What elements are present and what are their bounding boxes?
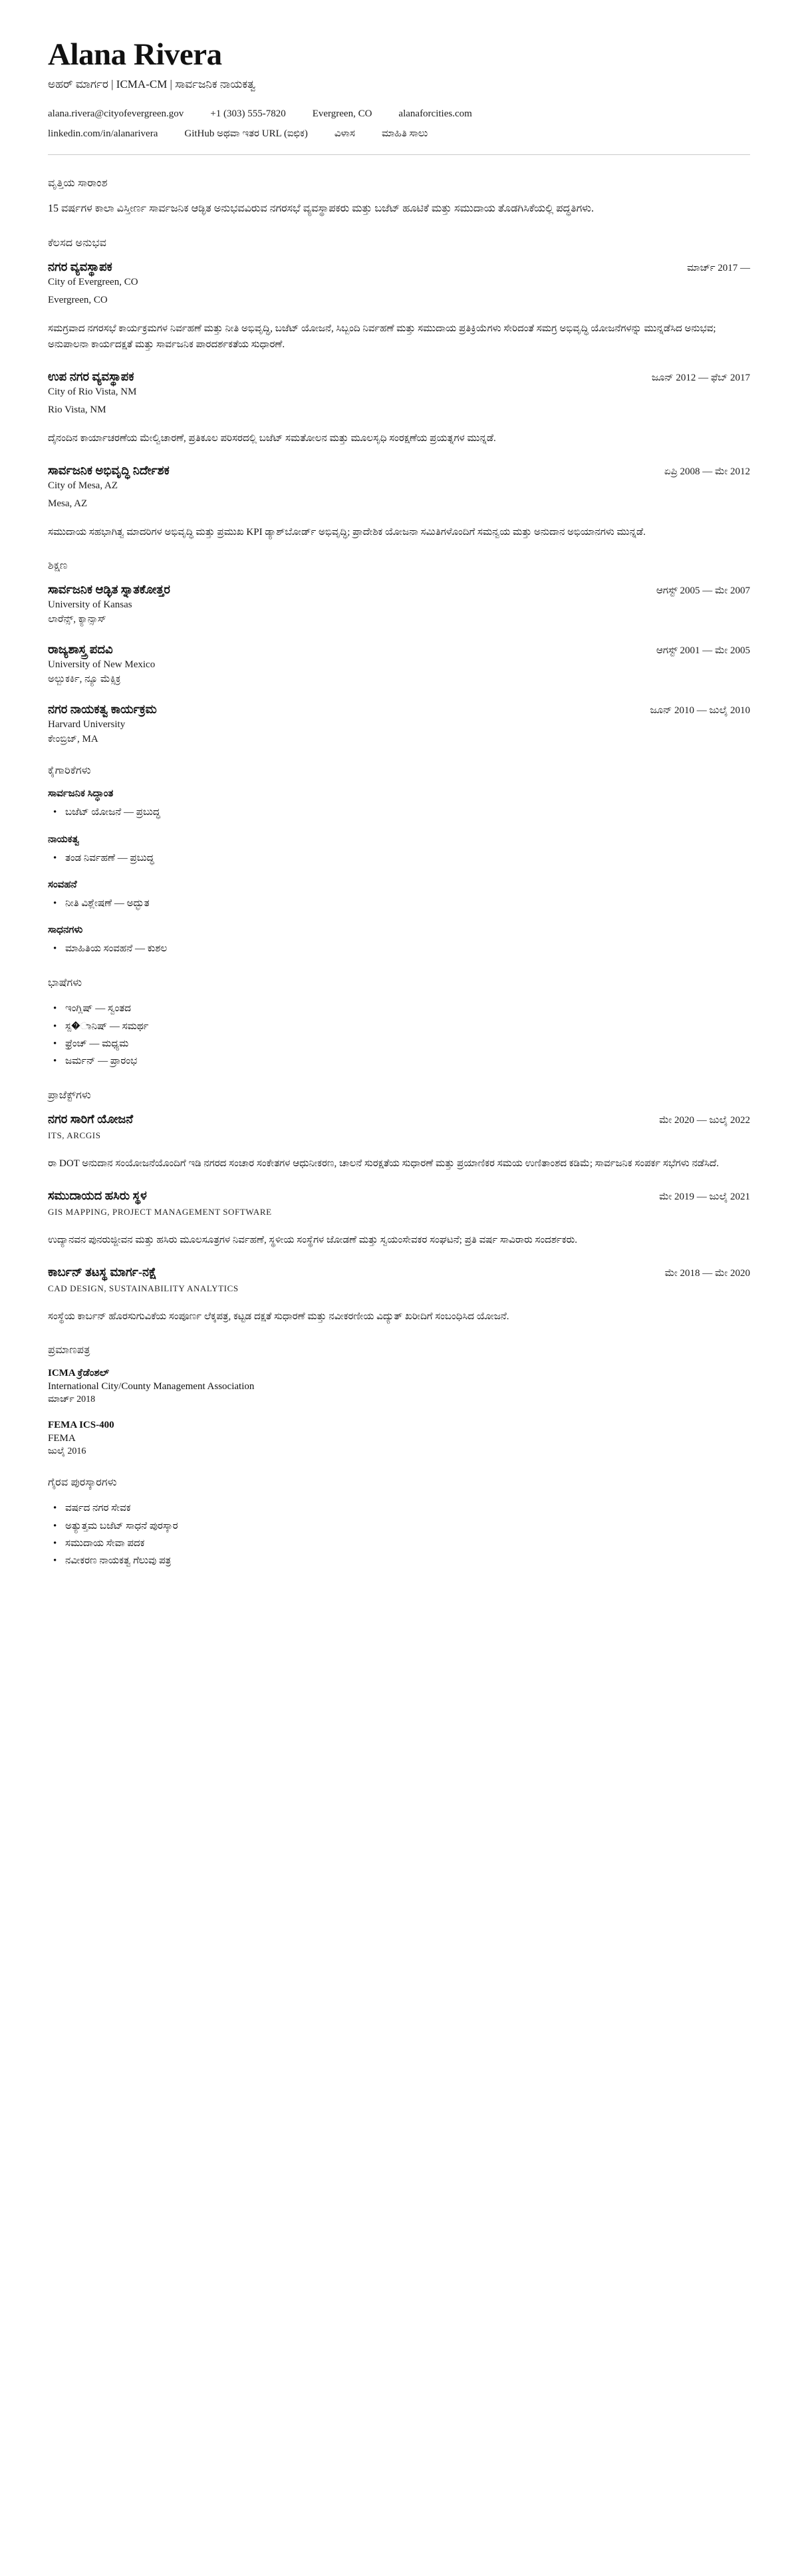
section-awards [48, 1477, 750, 1569]
school-location: ಅಲ್ಬುಕರ್ಕಿ, ನ್ಯೂ ಮೆಕ್ಸಿಕ್ರ [48, 674, 121, 685]
section-title-projects: ಪ್ರಾಜೆಕ್ಟ್‌ಗಳು [48, 1090, 91, 1102]
section-education [48, 560, 750, 745]
list-item: • ಸ್ಪ�ಾನಿಷ್ — ಸಮರ್ಥ [65, 1018, 750, 1035]
list-item: • ನೀತಿ ವಿಶ್ಲೇಷಣೆ — ಅದ್ಭುತ [65, 895, 750, 912]
certification-entry [48, 1367, 750, 1405]
degree-dates: ಜೂನ್ 2010 — ಜುಲೈ 2010 [650, 705, 750, 717]
header-divider [48, 154, 750, 155]
section-certifications [48, 1345, 750, 1457]
section-title-summary: ವೃತ್ತಿಯ ಸಾರಾಂಶ [48, 178, 108, 190]
experience-entry [48, 464, 750, 540]
section-title-skills: ಕೈಗಾರಿಕೆಗಳು [48, 765, 91, 777]
section-title-certifications: ಪ್ರಮಾಣಪತ್ರ [48, 1345, 90, 1357]
degree-dates: ಆಗಸ್ಟ್ 2005 — ಮೇ 2007 [656, 585, 750, 597]
section-title-education: ಶಿಕ್ಷಣ [48, 560, 68, 572]
job-title: ನಗರ ವ್ಯವಸ್ಥಾಪಕ [48, 260, 112, 274]
project-title: ನಗರ ಸಾರಿಗೆ ಯೋಜನೆ [48, 1112, 134, 1126]
skill-group [48, 924, 750, 957]
extra-info-text: ಮಾಹಿತಿ ಸಾಲು [381, 128, 428, 140]
job-employer: City of Rio Vista, NM [48, 387, 137, 398]
project-description: ರಾ DOT ಅನುದಾನ ಸಂಯೋಜನೆಯೊಂದಿಗೆ ಇಡಿ ನಗರದ ಸಂಚಾರ ಸಂಕೇತಗಳ ಆಧುನೀಕರಣ, ಚಾಲನೆ ಸುರಕ್ಷತೆಯ ಸುಧಾರಣೆ ಮತ್ತು ಪ್ರಯಾಣಿಕರ ಸಮಯ ಉಣಿತಾಂಶದ ಕಡಿಮೆ; ಸಾರ್ವಜನಿಕ ಸಂಪರ್ಕ ಸಭೆಗಳು ನಡೆಸಿದೆ. [48, 1158, 719, 1170]
project-title: ಸಮುದಾಯದ ಹಸಿರು ಸ್ಥಳ [48, 1189, 147, 1203]
certification-issuer: FEMA [48, 1433, 76, 1444]
section-title-awards: ಗೈರವ ಪುರಸ್ಕಾರಗಳು [48, 1477, 117, 1489]
education-entry [48, 583, 750, 625]
job-location: Evergreen, CO [48, 295, 108, 306]
github-link[interactable]: GitHub ಅಥವಾ ಇತರ URL (ಐಛಿಕ) [184, 128, 308, 140]
project-description: ಉದ್ಯಾನವನ ಪುನರುಜ್ಜೀವನ ಮತ್ತು ಹಸಿರು ಮೂಲಸೂತ್ರಗಳ ನಿರ್ವಹಣೆ, ಸ್ಥಳೀಯ ಸಂಸ್ಥೆಗಳ ಜೋಡಣೆ ಮತ್ತು ಸ್ವಯಂಸೇವಕರ ಸಂಘಟನೆ; ಪ್ರತಿ ವರ್ಷ ಸಾವಿರಾರು ಸಂದರ್ಶಕರು. [48, 1235, 578, 1246]
project-title: ಕಾರ್ಬನ್ ತಟಸ್ಥ ಮಾರ್ಗ-ನಕ್ಷೆ [48, 1265, 157, 1279]
website-link[interactable]: alanaforcities.com [398, 108, 472, 120]
project-description: ಸಂಸ್ಥೆಯ ಕಾರ್ಬನ್ ಹೊರಸುಗುವಿಕೆಯ ಸಂಪೂರ್ಣ ಲೆಕ್ಕಪತ್ರ, ಕಟ್ಟಡ ದಕ್ಷತೆ ಸುಧಾರಣೆ ಮತ್ತು ನವೀಕರಣೀಯ ವಿದ್ಯುತ್ ಖರೀದಿಗೆ ಸಂಬಂಧಿಸಿದ ಯೋಜನೆ. [48, 1311, 509, 1323]
list-item: • ಬಜೆಟ್ ಯೋಜನೆ — ಪ್ರಬುದ್ಧ [65, 804, 750, 821]
section-projects [48, 1090, 750, 1325]
project-entry [48, 1189, 750, 1248]
list-item: • ಜರ್ಮನ್ — ಪ್ರಾರಂಭ [65, 1052, 750, 1070]
degree-dates: ಆಗಸ್ಟ್ 2001 — ಮೇ 2005 [656, 645, 750, 657]
skill-group-title: ಸಾರ್ವಜನಿಕ ಸಿದ್ಧಾಂತ [48, 788, 114, 800]
section-skills [48, 765, 750, 957]
list-item: • ಫ್ರೆಂಚ್ — ಮಧ್ಯಮ [65, 1035, 750, 1052]
contact-row-primary [48, 108, 750, 120]
entry-header [48, 583, 750, 597]
list-item: • ಸಮುದಾಯ ಸೇವಾ ಪದಕ [65, 1535, 750, 1552]
skill-list [48, 940, 750, 957]
awards-list [48, 1500, 750, 1569]
section-summary [48, 178, 750, 218]
phone-text[interactable]: +1 (303) 555-7820 [210, 108, 286, 120]
school-name: University of Kansas [48, 599, 132, 611]
section-experience [48, 238, 750, 540]
school-location: ಕೇಂಬ್ರಿಜ್, MA [48, 734, 98, 745]
address-text: ವಿಳಾಸ [334, 128, 355, 140]
page-title: Alana Rivera [48, 37, 222, 72]
entry-header [48, 260, 750, 274]
skill-group [48, 788, 750, 821]
list-item: • ವರ್ಷದ ನಗರ ಸೇವಕ [65, 1500, 750, 1517]
skill-group-title: ನಾಯಕತ್ವ [48, 834, 80, 845]
project-tools: CAD DESIGN, SUSTAINABILITY ANALYTICS [48, 1283, 239, 1294]
degree-title: ಸಾರ್ವಜನಿಕ ಆಡ್ಳಿತ ಸ್ನಾತಕೋತ್ತರ [48, 583, 170, 597]
certification-date: ಮಾರ್ಚ್ 2018 [48, 1394, 96, 1405]
job-title: ಉಪ ನಗರ ವ್ಯವಸ್ಥಾಪಕ [48, 370, 134, 384]
contact-row-secondary [48, 128, 750, 140]
summary-text: 15 ವರ್ಷಗಳ ಕಾಲಾ ವಿಸ್ತೀರ್ಣ ಸಾರ್ವಜನಿಕ ಆಡ್ಳಿತ ಅನುಭವವಿರುವ ನಗರಸಭೆ ವ್ಯವಸ್ಥಾಪಕರು ಮತ್ತು ಬಜೆಟ್ ಹೂಟಿಕೆ ಮತ್ತು ಸಮುದಾಯ ತೊಡಗಿಸಿಕೆಯಲ್ಲಿ ಪದ್ಧತಿಗಳು. [48, 203, 595, 215]
job-description: ದೈನಂದಿನ ಕಾರ್ಯಾಚರಣೆಯ ಮೇಲ್ವಿಚಾರಣೆ, ಪ್ರತಿಕೂಲ ಪರಿಸರದಲ್ಲಿ ಬಜೆಟ್ ಸಮತೋಲನ ಮತ್ತು ಮೂಲಸೃಧಿ ಸಂರಕ್ಷಣೆಯ ಪ್ರಯತ್ನಗಳ ಮುನ್ನಡೆ. [48, 433, 496, 444]
skill-group-title: ಸಾಧನಗಳು [48, 925, 83, 935]
location-text: Evergreen, CO [312, 108, 372, 120]
project-tools: ITS, ARCGIS [48, 1130, 101, 1141]
job-dates: ಏಪ್ರಿ 2008 — ಮೇ 2012 [664, 466, 750, 478]
job-employer: City of Evergreen, CO [48, 277, 138, 288]
list-item: • ಮಾಹಿತಿಯ ಸಂವಹನೆ — ಕುಶಲ [65, 940, 750, 957]
skill-group [48, 834, 750, 867]
project-dates: ಮೇ 2018 — ಮೇ 2020 [664, 1268, 750, 1279]
skill-list [48, 895, 750, 912]
certification-entry [48, 1420, 750, 1457]
degree-title: ನಗರ ನಾಯಕತ್ವ ಕಾರ್ಯಕ್ರಮ [48, 703, 157, 717]
list-item: • ತಂಡ ನಿರ್ವಹಣೆ — ಪ್ರಬುದ್ಧ [65, 850, 750, 867]
entry-header [48, 464, 750, 478]
education-entry [48, 703, 750, 745]
section-title-experience: ಕೆಲಸದ ಅನುಭವ [48, 238, 107, 249]
certification-name: FEMA ICS-400 [48, 1420, 114, 1431]
entry-header [48, 1265, 750, 1279]
resume-header [48, 39, 750, 155]
school-name: University of New Mexico [48, 659, 156, 671]
certification-issuer: International City/County Management Association [48, 1381, 255, 1392]
job-dates: ಜೂನ್ 2012 — ಫೆಬ್ 2017 [651, 373, 750, 384]
degree-title: ರಾಜ್ಯಶಾಸ್ತ್ರ ಪದವಿ [48, 643, 113, 657]
skill-list [48, 850, 750, 867]
job-location: Rio Vista, NM [48, 404, 106, 416]
certification-name: ICMA ಕ್ರೆಡೆಂಶಲ್ [48, 1368, 110, 1379]
project-dates: ಮೇ 2019 — ಜುಲೈ 2021 [659, 1192, 750, 1203]
job-dates: ಮಾರ್ಚ್ 2017 — [687, 263, 750, 274]
school-location: ಲಾರೆನ್ಸ್, ಕ್ಯಾನ್ಸಾಸ್ [48, 614, 106, 625]
skill-group [48, 879, 750, 912]
experience-entry [48, 260, 750, 353]
skill-list [48, 804, 750, 821]
project-dates: ಮೇ 2020 — ಜುಲೈ 2022 [659, 1115, 750, 1126]
job-employer: City of Mesa, AZ [48, 480, 118, 492]
section-title-languages: ಭಾಷೆಗಳು [48, 977, 82, 989]
entry-header [48, 1112, 750, 1126]
project-tools: GIS MAPPING, PROJECT MANAGEMENT SOFTWARE [48, 1207, 272, 1217]
project-entry [48, 1112, 750, 1172]
linkedin-link[interactable]: linkedin.com/in/alanarivera [48, 128, 158, 140]
job-location: Mesa, AZ [48, 498, 88, 510]
list-item: • ಇಂಗ್ಲಿಷ್ — ಸ್ವಂತದ [65, 1000, 750, 1017]
professional-headline: ಅಹರ್ ಮಾರ್ಗರ | ICMA-CM | ಸಾರ್ವಜನಿಕ ನಾಯಕತ್ವ [48, 78, 256, 91]
education-entry [48, 643, 750, 685]
entry-header [48, 643, 750, 657]
experience-entry [48, 370, 750, 446]
school-name: Harvard University [48, 719, 126, 730]
skill-group-title: ಸಂವಹನೆ [48, 879, 77, 890]
entry-header [48, 370, 750, 384]
section-languages [48, 977, 750, 1070]
entry-header [48, 703, 750, 717]
job-description: ಸಮಗ್ರವಾದ ನಗರಸಭೆ ಕಾರ್ಯಕ್ರಮಗಳ ನಿರ್ವಹಣೆ ಮತ್ತು ನೀತಿ ಅಭಿವೃದ್ಧಿ, ಬಜೆಟ್ ಯೋಜನೆ, ಸಿಬ್ಬಂದಿ ನಿರ್ವಹಣೆ ಮತ್ತು ಸಮುದಾಯ ಪ್ರತಿಕ್ರಿಯೆಗಳು ಸೇರಿದಂತೆ ಸಮಗ್ರ ಅಭಿವೃದ್ಧಿ ಯೋಜನೆಗಳನ್ನು ಮುನ್ನಡೆಸಿದ ಅನುಭವ; ಅನುಪಾಲನಾ ಕಾರ್ಯದಕ್ಷತೆ ಮತ್ತು ಸಾರ್ವಜನಿಕ ಪಾರದರ್ಶಕತೆಯ ಸುಧಾರಣೆ. [48, 323, 716, 351]
project-entry [48, 1265, 750, 1325]
language-list [48, 1000, 750, 1070]
entry-header [48, 1189, 750, 1203]
email-text[interactable]: alana.rivera@cityofevergreen.gov [48, 108, 184, 120]
job-description: ಸಮುದಾಯ ಸಹಭಾಗಿತ್ವ ಮಾದರಿಗಳ ಅಭಿವೃದ್ಧಿ ಮತ್ತು ಪ್ರಮುಖ KPI ಡ್ಯಾಶ್‌ಬೋರ್ಡ್ ಅಭಿವೃದ್ಧಿ; ಪ್ರಾದೇಶಿಕ ಯೋಜನಾ ಸಮಿತಿಗಳೊಂದಿಗೆ ಸಮನ್ವಯ ಮತ್ತು ಅನುದಾನ ಅಭಿಯಾನಗಳು ಮುನ್ನಡೆ. [48, 527, 646, 538]
list-item: • ನವೀಕರಣ ನಾಯಕತ್ವ ಗೆಲುವು ಪತ್ರ [65, 1552, 750, 1569]
list-item: • ಅತ್ಯುತ್ತಮ ಬಜೆಟ್ ಸಾಧನೆ ಪುರಸ್ಕಾರ [65, 1518, 750, 1535]
certification-date: ಜುಲೈ 2016 [48, 1446, 86, 1457]
job-title: ಸಾರ್ವಜನಿಕ ಅಭಿವೃದ್ಧಿ ನಿರ್ದೇಶಕ [48, 464, 170, 478]
